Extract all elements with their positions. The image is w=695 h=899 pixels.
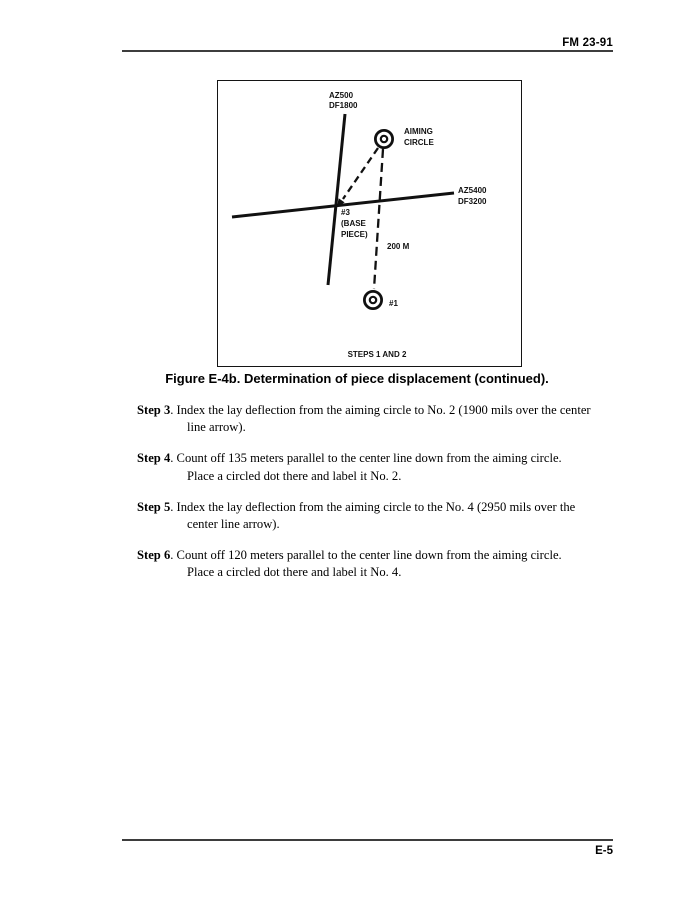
step-5-line2: center line arrow). (187, 517, 280, 532)
step-3-sep: . (170, 403, 177, 417)
label-df3200: DF3200 (458, 197, 487, 206)
step-6 (137, 547, 657, 581)
footer-rule (122, 839, 613, 841)
doc-number: FM 23-91 (562, 37, 613, 49)
step-4 (137, 450, 657, 484)
step-3-line1: Index the lay deflection from the aiming circle to No. 2 (1900 mils over the center (176, 403, 591, 417)
header-rule (122, 50, 613, 52)
label-base-open: (BASE (341, 219, 366, 228)
step-3 (137, 402, 657, 436)
label-piece-1: #1 (389, 299, 398, 308)
step-5-label: Step 5 (137, 499, 171, 514)
dashed-sight-line (343, 148, 378, 199)
step-6-line2: Place a circled dot there and label it No. 4. (187, 565, 402, 580)
step-4-line1: Count off 135 meters parallel to the center line down from the aiming circle. (176, 451, 562, 466)
step-3-line2: line arrow). (187, 420, 246, 435)
step-6-line1: Count off 120 meters parallel to the center line down from the aiming circle. (176, 548, 562, 563)
piece-displacement-diagram (218, 81, 519, 364)
label-base-close: PIECE) (341, 230, 368, 239)
step-3-label: Step 3 (137, 403, 171, 417)
label-aiming: AIMING (404, 127, 433, 136)
center-line-az500 (328, 114, 345, 285)
label-az5400: AZ5400 (458, 186, 487, 195)
aiming-circle-inner-icon (381, 136, 387, 142)
dashed-distance-line (374, 149, 383, 289)
step-5-sep: . (170, 499, 177, 514)
label-az500: AZ500 (329, 91, 354, 100)
step-5-line1: Index the lay deflection from the aiming circle to the No. 4 (2950 mils over the (176, 499, 576, 514)
label-df1800: DF1800 (329, 101, 358, 110)
step-4-label: Step 4 (137, 451, 171, 466)
step-6-sep: . (170, 548, 177, 563)
step-5 (137, 499, 657, 533)
label-base-num: #3 (341, 208, 350, 217)
steps-list (137, 402, 657, 596)
step-4-line2: Place a circled dot there and label it No. 2. (187, 468, 402, 483)
page-number: E-5 (595, 845, 613, 857)
label-steps-1-and-2: STEPS 1 AND 2 (347, 350, 407, 359)
figure-e4b-box (217, 80, 522, 367)
label-200m: 200 M (387, 242, 410, 251)
figure-caption: Figure E-4b. Determination of piece displacement (continued). (165, 371, 549, 386)
step-4-sep: . (170, 451, 177, 466)
step-6-label: Step 6 (137, 548, 171, 563)
label-circle: CIRCLE (404, 138, 434, 147)
piece-1-inner-icon (370, 297, 376, 303)
